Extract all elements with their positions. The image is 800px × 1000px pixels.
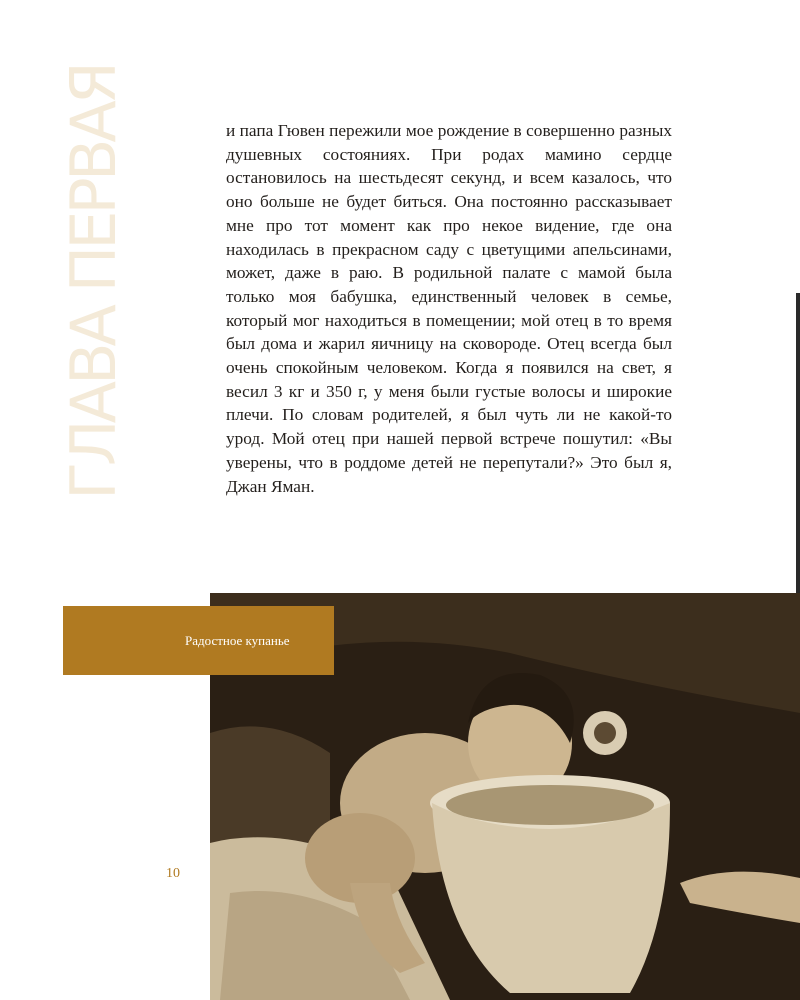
chapter-title-container [58, 62, 128, 502]
photo-caption: Радостное купанье [185, 632, 290, 648]
body-paragraph: и папа Гювен пережили мое рождение в совершенно разных душевных состояниях. При родах мамино сердце остановилось на шестьдесят секунд, и всем казалось, что оно больше не будет биться. Она постоянно рассказывает мне про тот момент как про некое видение, где она находилась в прекрасном саду с цветущими апельсинами, может, даже в раю. В родильной палате с мамой была только моя бабушка, единственный человек в семье, который мог находиться в помещении; мой отец в то время был дома и жарил яичницу на сковороде. Отец всегда был очень спокойным человеком. Когда я появился на свет, я весил 3 кг и 350 г, у меня были густые волосы и широкие плечи. По словам родителей, я был чуть ли не какой-то урод. Мой отец при нашей первой встрече пошутил: «Вы уверены, что в роддоме детей не перепутали?» Это был я, Джан Яман. [226, 121, 672, 496]
page-number: 10 [166, 866, 180, 881]
photo-caption-box [63, 606, 334, 675]
body-text [226, 119, 672, 498]
page-edge-bar [796, 293, 800, 593]
chapter-title: ГЛАВА ПЕРВАЯ [56, 64, 130, 500]
